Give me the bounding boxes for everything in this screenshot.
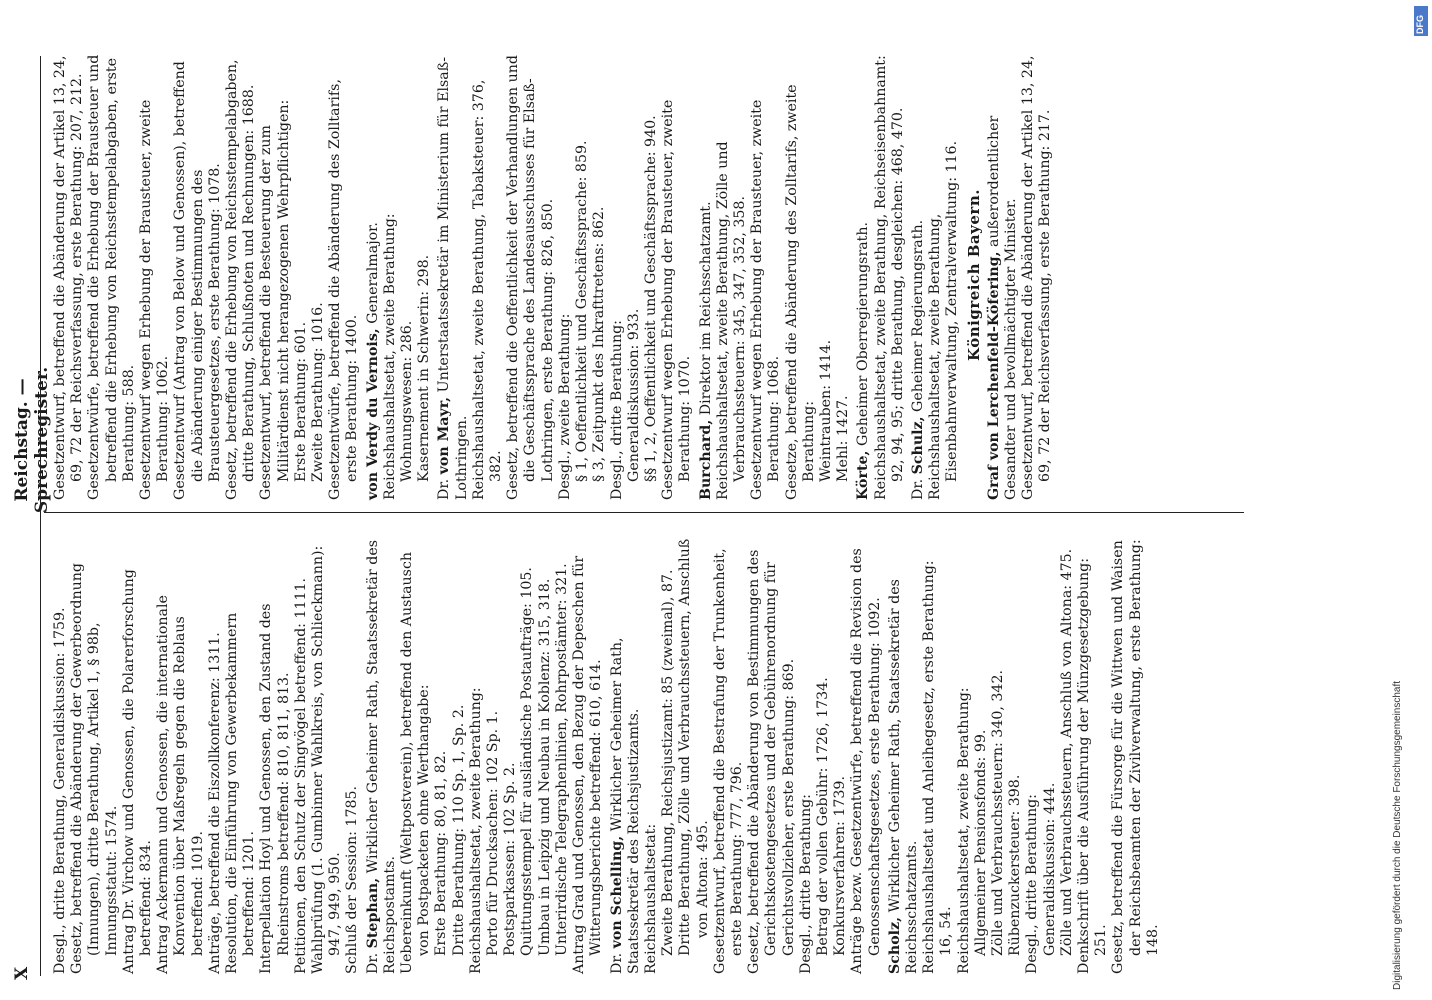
register-entry: Desgl., dritte Berathung: bbox=[608, 320, 625, 500]
speaker-title: Unterstaatssekretär im Ministerium für Elsaß-Lothringen. bbox=[436, 56, 470, 500]
register-entry: Gesetz, betreffend die Abänderung von Bestimmungen des Gerichtskostengesetzes und der Gebührenordnung für Gerichtsvollzieher, erste Berathung: 869. bbox=[746, 549, 797, 974]
register-entry: Gesetz, betreffend die Erhebung von Reichsstempelabgaben, dritte Berathung, Schlußnoten und Rechnungen: 1688. bbox=[224, 59, 258, 500]
sub-entry: Kasernement in Schwerin: 298. bbox=[416, 254, 433, 482]
sub-entry: Generaldiskussion: 933. bbox=[625, 308, 642, 482]
speaker-name: Stephan, bbox=[364, 877, 381, 949]
register-entry: Reichshaushaltsetat, zweite Berathung: bbox=[955, 687, 972, 974]
register-entry: Gesetzentwurf wegen Erhebung der Brausteuer, zweite Berathung: 1062. bbox=[138, 99, 172, 500]
register-entry: Desgl., dritte Berathung: bbox=[1024, 794, 1041, 974]
speaker-heading bbox=[986, 50, 1020, 500]
sub-entry: Weintrauben: 1414. bbox=[817, 339, 834, 482]
sub-entry: Dritte Berathung, Zölle und Verbrauchssteuern, Anschluß von Altona: 495. bbox=[677, 538, 711, 956]
sub-entry: Mehl: 1427. bbox=[835, 395, 852, 482]
speaker-name: Burchard, bbox=[697, 419, 714, 500]
register-entry: Gesetz, betreffend die Fürsorge für die Wittwen und Waisen der Reichsbeamten der Zivilverwaltung, erste Berathung: 148. bbox=[1110, 539, 1161, 974]
register-entry: Denkschrift über die Ausführung der Münzgesetzgebung: 251. bbox=[1075, 558, 1110, 974]
running-title: Reichstag. — Sprechregister. bbox=[12, 366, 52, 514]
sub-entry: Zweite Berathung: 1016. bbox=[310, 302, 327, 482]
register-entry: Schluß der Session: 1785. bbox=[344, 785, 361, 974]
sub-entry: Generaldiskussion: 444. bbox=[1041, 782, 1058, 956]
sub-entry: § 1, Oeffentlichkeit und Geschäftssprache: 859. bbox=[574, 140, 591, 482]
sub-entry: Erste Berathung: 80, 81, 82. bbox=[433, 750, 450, 956]
register-entry: Wahlprüfung (1. Gumbinner Wahlkreis, von Schlieckmann): 947, 949, 950. bbox=[310, 545, 344, 974]
register-entry: Reichshaushaltsetat, zweite Berathung, Zölle und Verbrauchssteuern: 345, 347, 352, 358. bbox=[714, 141, 748, 500]
speaker-name: Scholz, bbox=[886, 916, 903, 974]
sub-entry: Wohnungswesen: 286. bbox=[399, 320, 416, 482]
sub-entry: Erste Berathung: 601. bbox=[292, 321, 309, 482]
speaker-title: Wirklicher Geheimer Rath, Staatssekretär des Reichsjustizamts. bbox=[608, 637, 642, 974]
sub-entry: Allgemeiner Pensionsfonds: 99. bbox=[972, 729, 989, 956]
register-entry: Gesetzentwurf (Antrag von Below und Genossen), betreffend die Abänderung einiger Bestimmungen des Brausteuergesetzes, erste Berathung: 1078. bbox=[172, 61, 223, 500]
register-entry: Gesetz, betreffend die Abänderung der Gewerbeordnung (Innungen), dritte Berathung, Artikel 1, § 98b, Innungsstatut: 1574. bbox=[69, 563, 120, 974]
register-entry: Gesetze, betreffend die Abänderung des Zolltarifs, zweite Berathung: bbox=[783, 84, 817, 500]
sub-entry: Betrag der vollen Gebühr: 1726, 1734. bbox=[814, 677, 831, 956]
speaker-heading bbox=[910, 50, 927, 500]
register-entry: Gesetzentwurf, betreffend die Abänderung der Artikel 13, 24, 69, 72 der Reichsverfassung, erste Berathung: 207, 212. bbox=[52, 55, 86, 500]
register-entry: Anträge, betreffend die Eiszollkonferenz: 1311. bbox=[206, 632, 223, 974]
register-entry: Anträge bezw. Gesetzentwürfe, betreffend die Revision des Genossenschaftsgesetzes, erste Berathung: 1092. bbox=[849, 548, 883, 974]
speaker-title: außerordentlicher Gesandter und bevollmächtigter Minister. bbox=[985, 115, 1019, 500]
speaker-heading bbox=[887, 534, 921, 974]
register-entry: Reichshaushaltsetat, zweite Berathung, Eisenbahnverwaltung, Zentralverwaltung: 116. bbox=[927, 140, 961, 500]
sub-entry: Unterirdische Telegraphenlinien, Rohrpostämter: 321. bbox=[553, 563, 570, 956]
sub-entry: Umbau in Leipzig und Neubau in Koblenz: 315, 318. bbox=[536, 578, 553, 956]
sub-entry: §§ 1, 2, Oeffentlichkeit und Geschäftssprache: 940. bbox=[642, 115, 659, 482]
sub-entry: Postsparkassen: 102 Sp. 2. bbox=[502, 762, 519, 956]
speaker-heading bbox=[855, 50, 872, 500]
register-entry: Reichshaushaltsetat, zweite Berathung, Tabaksteuer: 376, 382. bbox=[470, 79, 505, 500]
speaker-title: Wirklicher Geheimer Rath, Staatssekretär des Reichspostamts. bbox=[364, 539, 398, 974]
sub-entry: Quittungsstempel für ausländische Postaufträge: 105. bbox=[519, 567, 536, 956]
page-number: X bbox=[12, 966, 32, 980]
register-entry: Petitionen, den Schutz der Singvögel betreffend: 1111. bbox=[292, 577, 309, 974]
register-entry: Desgl., dritte Berathung: bbox=[797, 794, 814, 974]
section-title: Königreich Bayern. bbox=[964, 189, 983, 361]
digitization-note: Digitalisierung gefördert durch die Deutsche Forschungsgemeinschaft bbox=[1392, 680, 1403, 990]
speaker-title: Generalmajor. bbox=[364, 222, 381, 324]
left-column bbox=[52, 534, 1162, 974]
speaker-name: von Verdy du Vernois, bbox=[364, 328, 381, 500]
speaker-name: von Schelling, bbox=[608, 835, 625, 949]
right-column bbox=[52, 50, 1055, 500]
sub-entry: Porto für Drucksachen: 102 Sp. 1. bbox=[485, 710, 502, 956]
sub-entry: Zweite Berathung, Reichsjustizamt: 85 (zweimal), 87. bbox=[660, 569, 677, 956]
speaker-heading bbox=[365, 534, 399, 974]
column-divider bbox=[44, 512, 1244, 513]
register-entry: Gesetzentwurf, betreffend die Besteuerung der zum Militärdienst nicht herangezogenen Wehrpflichtigen: bbox=[258, 99, 292, 500]
speaker-prefix: Dr. bbox=[909, 478, 926, 500]
register-entry: Antrag Grad und Genossen, den Bezug der Depeschen für Witterungsberichte betreffend: 610, 614. bbox=[571, 555, 605, 974]
register-entry: Gesetzentwurf wegen Erhebung der Brausteuer, zweite Berathung: 1068. bbox=[749, 99, 783, 500]
speaker-prefix: Dr. bbox=[364, 952, 381, 974]
register-entry: Gesetzentwurf wegen Erhebung der Brausteuer, zweite Berathung: 1070. bbox=[660, 99, 694, 500]
speaker-name: Graf von Lerchenfeld-Köfering, bbox=[985, 251, 1002, 500]
speaker-name: von Mayr, bbox=[436, 396, 453, 475]
register-entry: Desgl., zweite Berathung: bbox=[556, 313, 573, 500]
speaker-prefix: Dr. bbox=[436, 478, 453, 500]
register-entry: Gesetzentwurf, betreffend die Abänderung der Artikel 13, 24, 69, 72 der Reichsverfassung, erste Berathung: 217. bbox=[1020, 55, 1054, 500]
speaker-title: Direktor im Reichsschatzamt. bbox=[697, 201, 714, 416]
register-entry: Gesetzentwurf, betreffend die Bestrafung der Trunkenheit, erste Berathung: 777, 796. bbox=[711, 548, 745, 974]
sub-entry: Dritte Berathung: 110 Sp. 1, Sp. 2. bbox=[450, 704, 467, 956]
sub-entry: Konkursverfahren: 1739. bbox=[832, 776, 849, 956]
speaker-name: Körte, bbox=[855, 450, 872, 500]
register-entry: Interpellation Hoyl und Genossen, den Zustand des Rheinstroms betreffend: 810, 811, 813. bbox=[258, 603, 292, 974]
register-entry: Resolution, die Einführung von Gewerbekammern betreffend: 1201. bbox=[224, 612, 258, 974]
register-entry: Gesetzentwürfe, betreffend die Abänderung des Zolltarifs, erste Berathung: 1400. bbox=[327, 79, 361, 500]
sub-entry: § 3, Zeitpunkt des Inkrafttretens: 862. bbox=[591, 206, 608, 482]
speaker-heading bbox=[436, 50, 470, 500]
register-entry: Antrag Dr. Virchow und Genossen, die Polarerforschung betreffend: 834. bbox=[120, 569, 155, 974]
register-entry: Reichshaushaltsetat, zweite Berathung: bbox=[467, 687, 484, 974]
register-entry: Reichshaushaltsetat, zweite Berathung, Reichseisenbahnamt: 92, 94, 95; dritte Berathung, desgleichen: 468, 470. bbox=[872, 55, 906, 500]
dfg-logo: DFG bbox=[1414, 6, 1428, 36]
speaker-title: Geheimer Oberregierungsrath. bbox=[855, 221, 872, 446]
speaker-name: Schulz, bbox=[909, 416, 926, 475]
header-rule bbox=[40, 56, 41, 976]
register-entry: Reichshaushaltsetat: bbox=[642, 823, 659, 974]
register-entry: Gesetz, betreffend die Oeffentlichkeit der Verhandlungen und die Geschäftssprache des Landesausschusses für Elsaß-Lothringen, erste Berathung: 826, 850. bbox=[505, 55, 556, 500]
register-entry: Reichshaushaltsetat und Anleihegesetz, erste Berathung: 16, 54. bbox=[921, 560, 955, 974]
register-entry: Gesetzentwürfe, betreffend die Erhebung der Brausteuer und betreffend die Erhebung von Reichsstempelabgaben, erste Berathung: 588. bbox=[86, 54, 137, 500]
speaker-title: Wirklicher Geheimer Rath, Staatssekretär des Reichsschatzamts. bbox=[886, 579, 920, 974]
speaker-heading bbox=[609, 534, 643, 974]
speaker-heading bbox=[698, 50, 715, 500]
speaker-title: Geheimer Regierungsrath. bbox=[909, 219, 926, 412]
speaker-heading bbox=[365, 50, 382, 500]
register-entry: Desgl., dritte Berathung, Generaldiskussion: 1759. bbox=[52, 607, 68, 974]
register-entry: Uebereinkunft (Weltpostverein), betreffend den Austausch von Postpacketen ohne Werthangabe: bbox=[399, 551, 433, 974]
sub-entry: Zölle und Verbrauchssteuern, Anschluß von Altona: 475. bbox=[1058, 548, 1075, 956]
sub-entry: Zölle und Verbrauchssteuern: 340, 342. bbox=[989, 669, 1006, 956]
register-entry: Antrag Ackermann und Genossen, die internationale Konvention über Maßregeln gegen die Reblaus betreffend: 1019. bbox=[155, 595, 206, 974]
register-entry: Reichshaushaltsetat, zweite Berathung: bbox=[381, 213, 398, 500]
speaker-prefix: Dr. bbox=[608, 952, 625, 974]
sub-entry: Rübenzuckersteuer: 398. bbox=[1007, 774, 1024, 956]
